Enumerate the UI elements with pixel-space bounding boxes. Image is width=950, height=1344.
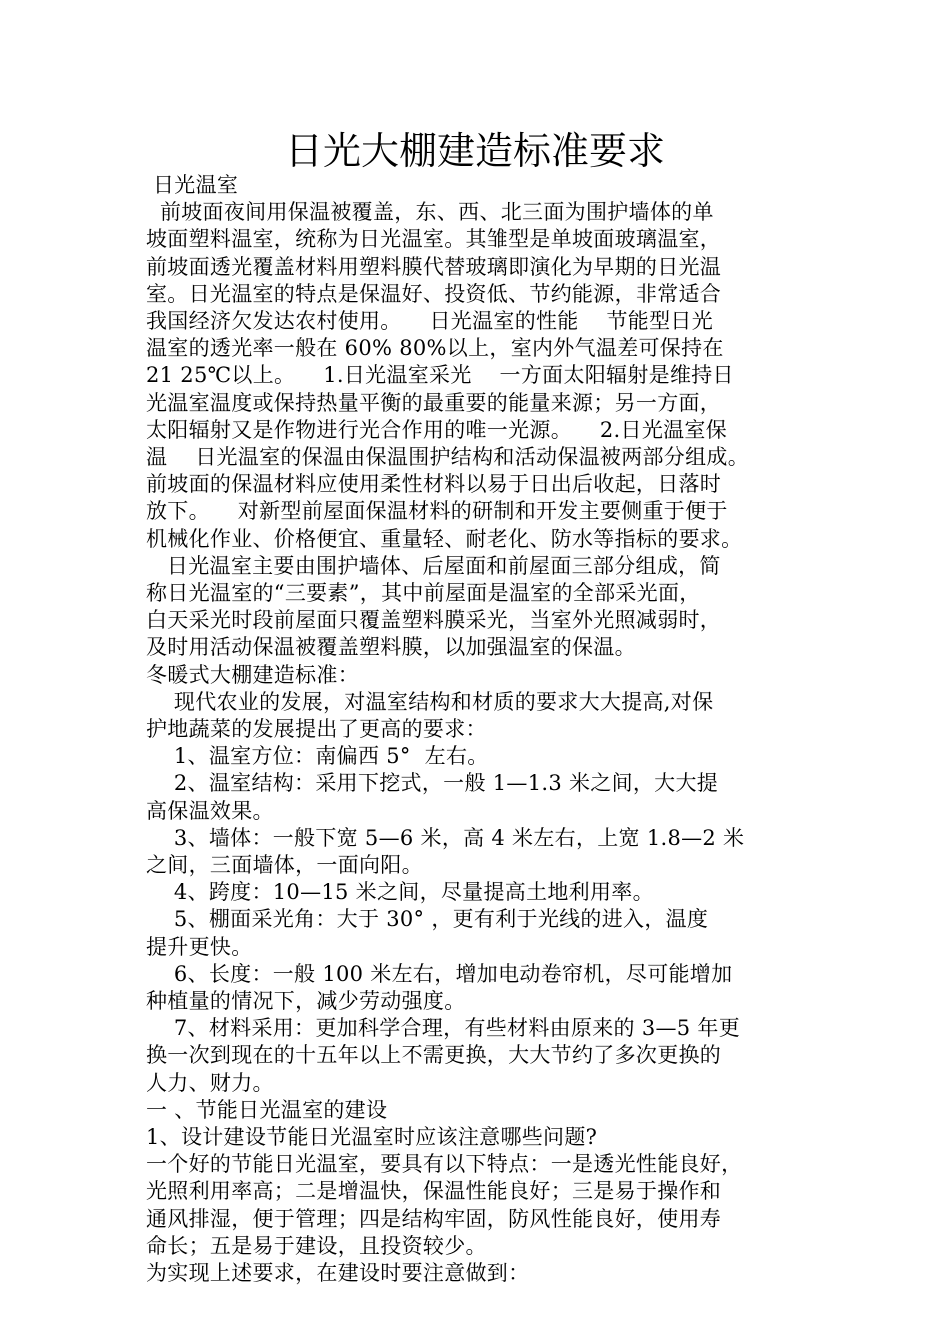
text-line: 21 25℃以上。 1.日光温室采光 一方面太阳辐射是维持日	[146, 363, 734, 388]
text-line: 为实现上述要求，在建设时要注意做到：	[146, 1261, 530, 1285]
text-line: 日光温室	[146, 173, 239, 197]
text-line: 室。日光温室的特点是保温好、投资低、节约能源，非常适合	[146, 281, 722, 306]
text-line: 温 日光温室的保温由保温围护结构和活动保温被两部分组成。	[146, 445, 749, 469]
text-line: 高保温效果。	[146, 798, 274, 823]
text-line: 光照利用率高；二是增温快，保温性能良好；三是易于操作和	[146, 1179, 722, 1204]
text-line: 及时用活动保温被覆盖塑料膜，以加强温室的保温。	[146, 635, 636, 660]
document-title: 日光大棚建造标准要求	[284, 129, 665, 173]
text-line: 白天采光时段前屋面只覆盖塑料膜采光，当室外光照减弱时，	[146, 608, 722, 633]
text-line: 5、棚面采光角：大于 30° ，更有利于光线的进入，温度	[146, 907, 709, 932]
text-line: 前坡面透光覆盖材料用塑料膜代替玻璃即演化为早期的日光温	[146, 254, 722, 279]
text-line: 坡面塑料温室，统称为日光温室。其雏型是单坡面玻璃温室，	[146, 227, 722, 252]
text-line: 称日光温室的“三要素”，其中前屋面是温室的全部采光面，	[146, 581, 701, 605]
text-line: 现代农业的发展，对温室结构和材质的要求大大提高,对保	[146, 689, 714, 714]
text-line: 机械化作业、价格便宜、重量轻、耐老化、防水等指标的要求。	[146, 526, 743, 551]
text-line: 通风排湿，便于管理；四是结构牢固，防风性能良好，使用寿	[146, 1206, 722, 1231]
text-line: 温室的透光率一般在 60% 80%以上，室内外气温差可保持在	[146, 336, 724, 361]
text-line: 光温室温度或保持热量平衡的最重要的能量来源；另一方面，	[146, 390, 722, 415]
text-line: 一个好的节能日光温室，要具有以下特点：一是透光性能良好，	[146, 1152, 743, 1177]
text-line: 1、设计建设节能日光温室时应该注意哪些问题?	[146, 1125, 598, 1149]
text-line: 人力、财力。	[146, 1070, 274, 1095]
text-line: 日光温室主要由围护墙体、后屋面和前屋面三部分组成，简	[146, 553, 721, 578]
text-line: 种植量的情况下，减少劳动强度。	[146, 989, 466, 1013]
text-line: 前坡面夜间用保温被覆盖，东、西、北三面为围护墙体的单	[146, 200, 714, 225]
text-line: 3、墙体：一般下宽 5—6 米，高 4 米左右，上宽 1.8—2 米	[146, 825, 745, 850]
text-line: 7、材料采用：更加科学合理，有些材料由原来的 3—5 年更	[146, 1016, 741, 1041]
text-line: 2、温室结构：采用下挖式，一般 1—1.3 米之间，大大提	[146, 771, 719, 796]
text-line: 6、长度：一般 100 米左右，增加电动卷帘机，尽可能增加	[146, 961, 733, 986]
text-line: 一 、节能日光温室的建设	[146, 1097, 388, 1122]
text-line: 我国经济欠发达农村使用。 日光温室的性能 节能型日光	[146, 309, 713, 333]
text-line: 4、跨度：10—15 米之间，尽量提高土地利用率。	[146, 880, 654, 905]
text-line: 命长；五是易于建设，且投资较少。	[146, 1233, 487, 1258]
text-line: 太阳辐射又是作物进行光合作用的唯一光源。 2.日光温室保	[146, 417, 728, 442]
text-line: 放下。 对新型前屋面保温材料的研制和开发主要侧重于便于	[146, 499, 728, 524]
text-line: 1、温室方位：南偏西 5° 左右。	[146, 744, 489, 769]
text-line: 之间，三面墙体，一面向阳。	[146, 853, 423, 877]
text-line: 护地蔬菜的发展提出了更高的要求：	[146, 717, 487, 741]
text-line: 提升更快。	[146, 934, 253, 959]
text-line: 换一次到现在的十五年以上不需更换，大大节约了多次更换的	[146, 1043, 722, 1068]
text-line: 前坡面的保温材料应使用柔性材料以易于日出后收起，日落时	[146, 472, 722, 497]
text-line: 冬暖式大棚建造标准：	[146, 662, 359, 687]
